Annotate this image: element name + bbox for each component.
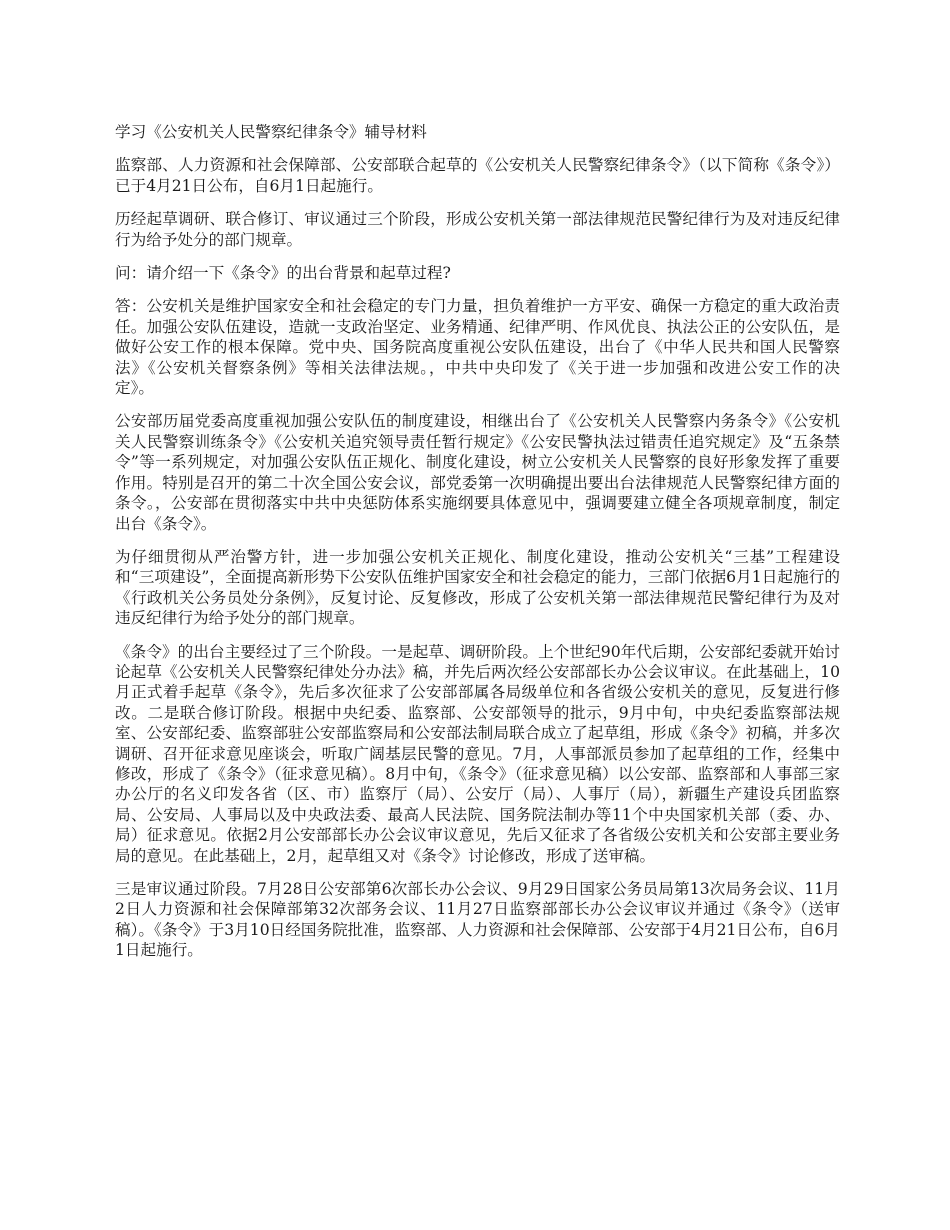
paragraph-stages-summary: 历经起草调研、联合修订、审议通过三个阶段，形成公安机关第一部法律规范民警纪律行为及对违反纪律行为给予处分的部门规章。 bbox=[115, 210, 840, 249]
paragraph-purpose: 为仔细贯彻从严治警方针，进一步加强公安机关正规化、制度化建设，推动公安机关“三基”工程建设和“三项建设”，全面提高新形势下公安队伍维护国家安全和社会稳定的能力，三部门依据6月1日起施行的《行政机关公务员处分条例》，反复讨论、反复修改，形成了公安机关第一部法律规范民警纪律行为及对违反纪律行为给予处分的部门规章。 bbox=[115, 547, 840, 628]
paragraph-question: 问：请介绍一下《条令》的出台背景和起草过程? bbox=[115, 264, 451, 283]
paragraph-institution-building: 公安部历届党委高度重视加强公安队伍的制度建设，相继出台了《公安机关人民警察内务条令》《公安机关人民警察训练条令》《公安机关追究领导责任暂行规定》《公安民警执法过错责任追究规定》及“五条禁令”等一系列规定，对加强公安队伍正规化、制度化建设，树立公安机关人民警察的良好形象发挥了重要作用。特别是召开的第二十次全国公安会议，部党委第一次明确提出要出台法律规范人民警察纪律方面的条令。，公安部在贯彻落实中共中央惩防体系实施纲要具体意见中，强调要建立健全各项规章制度，制定出台《条令》。 bbox=[115, 412, 840, 533]
paragraph-drafting-stages: 《条令》的出台主要经过了三个阶段。一是起草、调研阶段。上个世纪90年代后期，公安部纪委就开始讨论起草《公安机关人民警察纪律处分办法》稿，并先后两次经公安部部长办公会议审议。在此基础上，10月正式着手起草《条令》，先后多次征求了公安部部属各局级单位和各省级公安机关的意见，反复进行修改。二是联合修订阶段。根据中央纪委、监察部、公安部领导的批示，9月中旬，中央纪委监察部法规室、公安部纪委、监察部驻公安部监察局和公安部法制局联合成立了起草组，形成《条令》初稿，并多次调研、召开征求意见座谈会，听取广阔基层民警的意见。7月，人事部派员参加了起草组的工作，经集中修改，形成了《条令》（征求意见稿）。8月中旬，《条令》（征求意见稿）以公安部、监察部和人事部三家办公厅的名义印发各省（区、市）监察厅（局）、公安厅（局）、人事厅（局），新疆生产建设兵团监察局、公安局、人事局以及中央政法委、最高人民法院、国务院法制办等11个中央国家机关部（委、办、局）征求意见。依据2月公安部部长办公会议审议意见，先后又征求了各省级公安机关和公安部主要业务局的意见。在此基础上，2月，起草组又对《条令》讨论修改，形成了送审稿。 bbox=[115, 642, 840, 865]
document-title: 学习《公安机关人民警察纪律条令》辅导材料 bbox=[115, 123, 427, 141]
document-body bbox=[115, 122, 840, 974]
paragraph-answer: 答：公安机关是维护国家安全和社会稳定的专门力量，担负着维护一方平安、确保一方稳定的重大政治责任。加强公安队伍建设，造就一支政治坚定、业务精通、纪律严明、作风优良、执法公正的公安队伍，是做好公安工作的根本保障。党中央、国务院高度重视公安队伍建设，出台了《中华人民共和国人民警察法》《公安机关督察条例》等相关法律法规。，中共中央印发了《关于进一步加强和改进公安工作的决定》。 bbox=[115, 297, 840, 398]
paragraph-intro: 监察部、人力资源和社会保障部、公安部联合起草的《公安机关人民警察纪律条令》（以下简称《条令》）已于4月21日公布，自6月1日起施行。 bbox=[115, 156, 840, 195]
paragraph-approval-stage: 三是审议通过阶段。7月28日公安部第6次部长办公会议、9月29日国家公务员局第13次局务会议、11月2日人力资源和社会保障部第32次部务会议、11月27日监察部部长办公会议审议并通过《条令》（送审稿）。《条令》于3月10日经国务院批准，监察部、人力资源和社会保障部、公安部于4月21日公布，自6月1日起施行。 bbox=[115, 880, 840, 960]
